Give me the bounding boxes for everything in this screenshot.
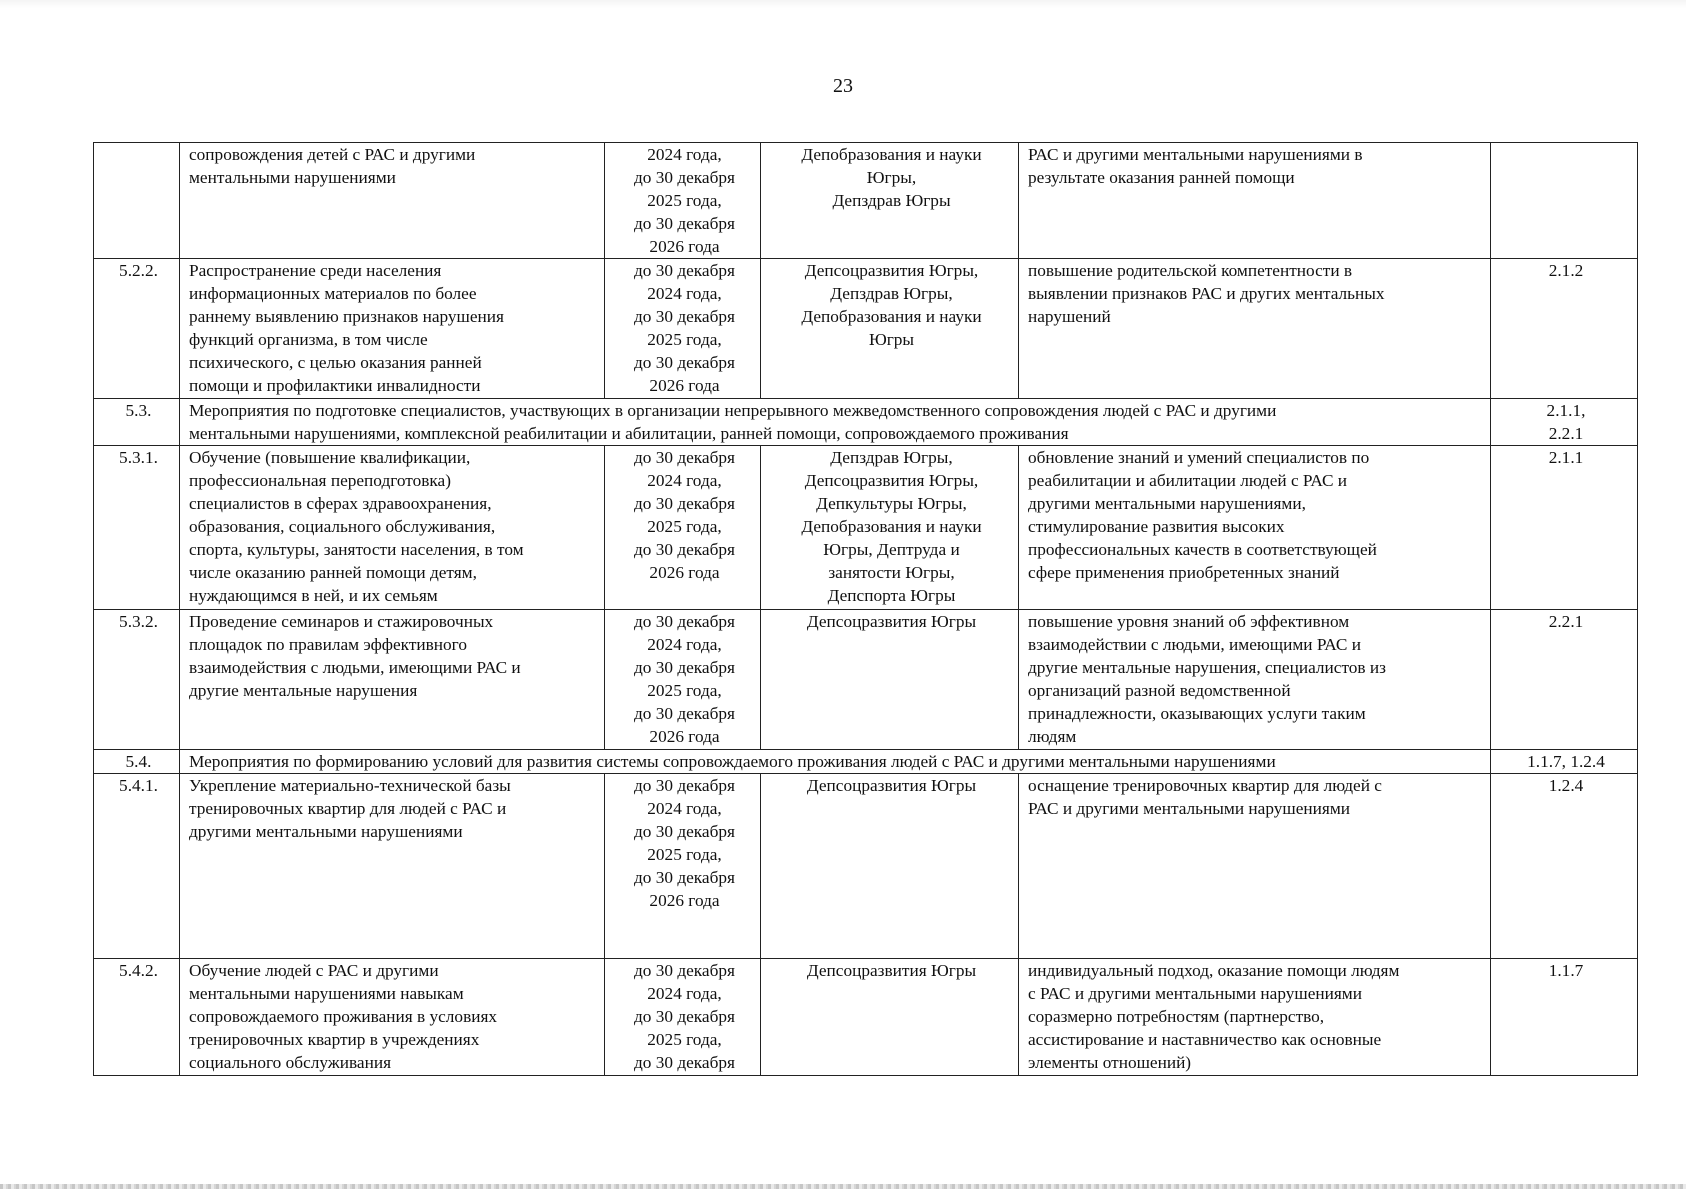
- responsible-cell: Депздрав Югры, Депсоцразвития Югры, Депкультуры Югры, Депобразования и науки Югры, Дептруда и занятости Югры, Депспорта Югры: [761, 446, 1019, 610]
- result-cell: повышение уровня знаний об эффективном взаимодействии с людьми, имеющими РАС и другие ментальные нарушения, специалистов из организаций разной ведомственной принадлежности, оказывающих услуги таким людям: [1019, 610, 1491, 750]
- section-row: [94, 399, 1638, 446]
- deadline-cell: до 30 декабря 2024 года, до 30 декабря 2025 года, до 30 декабря 2026 года: [605, 774, 761, 959]
- table-row: [94, 610, 1638, 750]
- scan-edge-bottom: [0, 1184, 1686, 1189]
- indicator-cell: 1.2.4: [1491, 774, 1638, 959]
- responsible-cell: Депсоцразвития Югры, Депздрав Югры, Депобразования и науки Югры: [761, 259, 1019, 399]
- row-number-cell: 5.4.2.: [94, 959, 180, 1076]
- activities-table: [93, 142, 1638, 1076]
- activity-cell: Обучение (повышение квалификации, профессиональная переподготовка) специалистов в сферах здравоохранения, образования, социального обслуживания, спорта, культуры, занятости населения, в том числе оказанию ранней помощи детям, нуждающимся в ней, и их семьям: [180, 446, 605, 610]
- result-cell: оснащение тренировочных квартир для людей с РАС и другими ментальными нарушениями: [1019, 774, 1491, 959]
- table-row: [94, 959, 1638, 1076]
- indicator-cell: 2.1.1: [1491, 446, 1638, 610]
- row-number-cell: 5.3.2.: [94, 610, 180, 750]
- deadline-cell: до 30 декабря 2024 года, до 30 декабря 2025 года, до 30 декабря 2026 года: [605, 610, 761, 750]
- row-number-cell: 5.2.2.: [94, 259, 180, 399]
- responsible-cell: Депсоцразвития Югры: [761, 774, 1019, 959]
- indicator-cell: 2.2.1: [1491, 610, 1638, 750]
- section-title-cell: Мероприятия по формированию условий для развития системы сопровождаемого проживания людей с РАС и другими ментальными нарушениями: [180, 750, 1491, 774]
- result-cell: обновление знаний и умений специалистов по реабилитации и абилитации людей с РАС и другими ментальными нарушениями, стимулирование развития высоких профессиональных качеств в соответствующей сфере применения приобретенных знаний: [1019, 446, 1491, 610]
- row-number-cell: 5.3.: [94, 399, 180, 446]
- responsible-cell: Депсоцразвития Югры: [761, 610, 1019, 750]
- result-cell: РАС и другими ментальными нарушениями в результате оказания ранней помощи: [1019, 143, 1491, 259]
- page-number: 23: [833, 75, 853, 97]
- responsible-cell: Депобразования и науки Югры, Депздрав Югры: [761, 143, 1019, 259]
- table-row: [94, 259, 1638, 399]
- section-row: [94, 750, 1638, 774]
- indicator-cell: 1.1.7, 1.2.4: [1491, 750, 1638, 774]
- responsible-cell: Депсоцразвития Югры: [761, 959, 1019, 1076]
- result-cell: повышение родительской компетентности в выявлении признаков РАС и других ментальных нарушений: [1019, 259, 1491, 399]
- section-title-cell: Мероприятия по подготовке специалистов, участвующих в организации непрерывного межведомственного сопровождения людей с РАС и другими ментальными нарушениями, комплексной реабилитации и абилитации, ранней помощи, сопровождаемого проживания: [180, 399, 1491, 446]
- deadline-cell: до 30 декабря 2024 года, до 30 декабря 2025 года, до 30 декабря 2026 года: [605, 259, 761, 399]
- indicator-cell: 2.1.1, 2.2.1: [1491, 399, 1638, 446]
- indicator-cell: 1.1.7: [1491, 959, 1638, 1076]
- row-number-cell: [94, 143, 180, 259]
- indicator-cell: 2.1.2: [1491, 259, 1638, 399]
- table-row: [94, 143, 1638, 259]
- deadline-cell: до 30 декабря 2024 года, до 30 декабря 2025 года, до 30 декабря 2026 года: [605, 446, 761, 610]
- activity-cell: Укрепление материально-технической базы тренировочных квартир для людей с РАС и другими ментальными нарушениями: [180, 774, 605, 959]
- table-row: [94, 774, 1638, 959]
- result-cell: индивидуальный подход, оказание помощи людям с РАС и другими ментальными нарушениями соразмерно потребностям (партнерство, ассистирование и наставничество как основные элементы отношений): [1019, 959, 1491, 1076]
- activity-cell: сопровождения детей с РАС и другими ментальными нарушениями: [180, 143, 605, 259]
- activity-cell: Обучение людей с РАС и другими ментальными нарушениями навыкам сопровождаемого проживания в условиях тренировочных квартир в учреждениях социального обслуживания: [180, 959, 605, 1076]
- deadline-cell: до 30 декабря 2024 года, до 30 декабря 2025 года, до 30 декабря: [605, 959, 761, 1076]
- activity-cell: Распространение среди населения информационных материалов по более раннему выявлению признаков нарушения функций организма, в том числе психического, с целью оказания ранней помощи и профилактики инвалидности: [180, 259, 605, 399]
- scan-edge-top: [0, 0, 1686, 8]
- row-number-cell: 5.4.1.: [94, 774, 180, 959]
- activities-table-body: [94, 143, 1638, 1076]
- activity-cell: Проведение семинаров и стажировочных площадок по правилам эффективного взаимодействия с людьми, имеющими РАС и другие ментальные нарушения: [180, 610, 605, 750]
- indicator-cell: [1491, 143, 1638, 259]
- row-number-cell: 5.4.: [94, 750, 180, 774]
- row-number-cell: 5.3.1.: [94, 446, 180, 610]
- deadline-cell: 2024 года, до 30 декабря 2025 года, до 30 декабря 2026 года: [605, 143, 761, 259]
- table-row: [94, 446, 1638, 610]
